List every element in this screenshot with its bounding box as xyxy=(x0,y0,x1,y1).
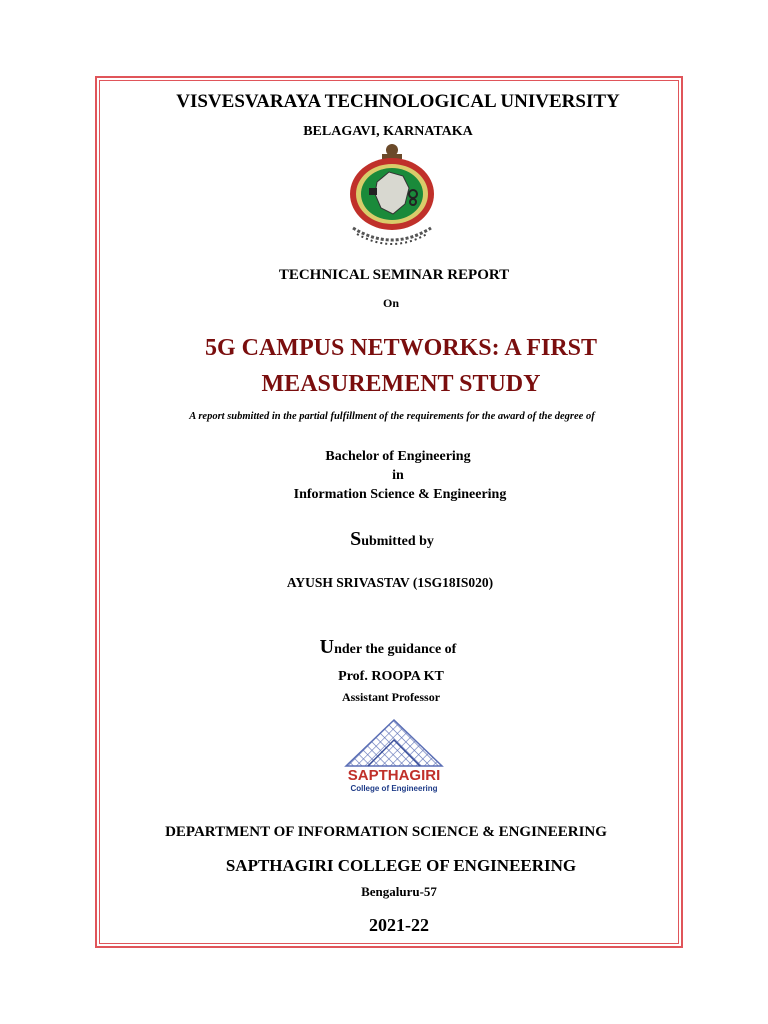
guidance-rest: nder the guidance of xyxy=(334,642,457,657)
sapthagiri-logo xyxy=(338,716,446,796)
guide-designation: Assistant Professor xyxy=(341,690,441,704)
vtu-logo xyxy=(347,142,437,246)
university-name: VISVESVARAYA TECHNOLOGICAL UNIVERSITY xyxy=(176,91,620,112)
report-subtitle: A report submitted in the partial fulfillment of the requirements for the award of the degree of xyxy=(189,411,595,422)
report-on: On xyxy=(382,296,399,310)
submitted-by-rest: ubmitted by xyxy=(361,534,434,549)
sapthagiri-logo-subtext: College of Engineering xyxy=(350,784,438,793)
degree-name: Bachelor of Engineering xyxy=(325,449,471,464)
report-type: TECHNICAL SEMINAR REPORT xyxy=(278,267,510,283)
report-title-line1: 5G CAMPUS NETWORKS: A FIRST xyxy=(204,335,598,361)
degree-in: in xyxy=(392,468,404,483)
submitted-by-initial: S xyxy=(350,528,362,550)
report-title-line2: MEASUREMENT STUDY xyxy=(261,371,541,397)
degree-branch: Information Science & Engineering xyxy=(293,487,507,502)
university-location: BELAGAVI, KARNATAKA xyxy=(303,124,473,139)
student-name: AYUSH SRIVASTAV (1SG18IS020) xyxy=(286,575,494,590)
department-name: DEPARTMENT OF INFORMATION SCIENCE & ENGINEERING xyxy=(165,824,607,840)
guide-name: Prof. ROOPA KT xyxy=(338,669,444,684)
college-city: Bengaluru-57 xyxy=(361,884,437,899)
guidance-initial: U xyxy=(319,636,335,658)
guidance-label xyxy=(4,636,768,659)
academic-year: 2021-22 xyxy=(369,915,429,935)
college-name: SAPTHAGIRI COLLEGE OF ENGINEERING xyxy=(225,856,577,875)
submitted-by-label xyxy=(8,528,768,551)
sapthagiri-logo-text: SAPTHAGIRI xyxy=(347,767,441,784)
